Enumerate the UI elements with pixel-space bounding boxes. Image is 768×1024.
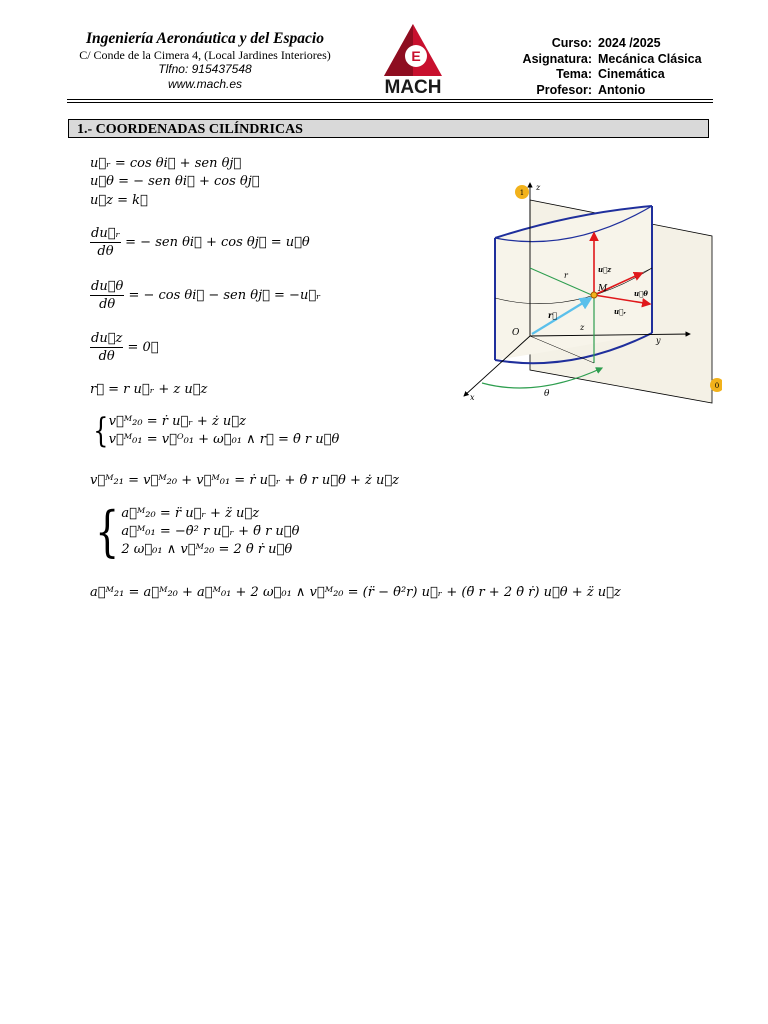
course-info [470,36,728,98]
eq-position: r⃗ = r u⃗ᵣ + z u⃗z [90,382,208,397]
eq-ur: u⃗ᵣ = cos θi⃗ + sen θj⃗ [90,156,242,171]
frac-num: du⃗θ [91,279,124,294]
system [109,413,340,449]
eq-coriolis: 2 ω⃗₀₁ ∧ v⃗ᴹ₂₀ = 2 θ̇ ṙ u⃗θ [121,542,293,557]
org-phone: Tlfno: 915437548 [158,62,252,76]
eq-utheta: u⃗θ = − sen θi⃗ + cos θj⃗ [90,174,260,189]
eq-v01: v⃗ᴹ₀₁ = v⃗ᴼ₀₁ + ω⃗₀₁ ∧ r⃗ = θ̇ r u⃗θ [108,432,340,447]
mach-logo [378,22,448,96]
info-key: Profesor: [536,82,592,97]
eq-dutheta [90,278,321,313]
eq-v21: v⃗ᴹ₂₁ = v⃗ᴹ₂₀ + v⃗ᴹ₀₁ = ṙ u⃗ᵣ + θ̇ r u⃗θ + ż u⃗z [90,473,399,488]
eq-dur [90,225,310,260]
info-key: Asignatura: [522,51,592,66]
header-divider [67,102,713,103]
info-value: Cinemática [598,67,665,81]
frac-den: dθ [98,349,115,364]
cylindrical-coordinates-figure [452,158,722,408]
label-body-1: 1 [519,189,525,197]
info-key: Tema: [556,67,592,81]
label-utheta: u⃗θ [634,289,648,298]
point-m [591,292,597,298]
logo-text: MACH [384,77,442,96]
header-divider [67,99,713,100]
label-theta: θ [544,389,550,399]
label-m: M [598,284,608,294]
info-row-subject [470,52,728,68]
org-web: www.mach.es [167,77,243,91]
fraction [90,225,121,260]
frac-den: dθ [97,244,114,259]
label-y-axis: y [656,336,661,345]
eq-acceleration-system [90,500,300,563]
label-body-0: 0 [714,382,720,390]
label-z-length: z [580,323,585,332]
eq-rhs: = 0⃗ [127,340,159,355]
frac-num: du⃗ᵣ [91,226,121,241]
frac-den: dθ [99,297,116,312]
logo-letter: E [411,48,421,64]
label-z-axis: z [536,183,541,192]
eq-velocity-system [90,413,339,449]
eq-uz: u⃗z = k⃗ [90,193,148,208]
fraction [90,330,123,365]
system [121,505,299,559]
label-r: r [564,271,568,280]
info-key: Curso: [551,36,592,50]
eq-duz [90,330,159,365]
frac-num: du⃗z [91,331,123,346]
org-name: Ingeniería Aeronáutica y del Espacio [86,30,324,47]
info-value: Mecánica Clásica [598,51,702,66]
info-value: 2024 /2025 [598,36,661,50]
eq-a21: a⃗ᴹ₂₁ = a⃗ᴹ₂₀ + a⃗ᴹ₀₁ + 2 ω⃗₀₁ ∧ v⃗ᴹ₂₀ = (r̈ − θ̇²r) u⃗ᵣ + (θ̈ r + 2 θ̇ ṙ) u⃗θ + z̈ u⃗z [90,585,621,600]
info-row-topic [470,67,728,83]
info-value: Antonio [598,82,646,97]
section-title: 1.- COORDENADAS CILÍNDRICAS [68,119,709,138]
label-ur: u⃗ᵣ [614,307,627,316]
header-organization [60,30,350,92]
eq-a01: a⃗ᴹ₀₁ = −θ̇² r u⃗ᵣ + θ̈ r u⃗θ [121,524,300,539]
eq-a20: a⃗ᴹ₂₀ = r̈ u⃗ᵣ + z̈ u⃗z [121,506,260,521]
brace: { [93,411,109,451]
label-x-axis: x [470,393,475,402]
info-row-course [470,36,728,52]
label-r-vector: r⃗ [548,310,558,320]
info-row-teacher [470,83,728,99]
eq-rhs: = − cos θi⃗ − sen θj⃗ = −u⃗ᵣ [128,288,321,303]
label-origin: O [512,328,520,338]
eq-rhs: = − sen θi⃗ + cos θj⃗ = u⃗θ [125,235,310,250]
fraction [90,278,124,313]
org-address: C/ Conde de la Cimera 4, (Local Jardines Interiores) [79,48,331,62]
eq-v20: v⃗ᴹ₂₀ = ṙ u⃗ᵣ + ż u⃗z [108,414,246,429]
label-uz: u⃗z [598,265,612,274]
brace: { [95,500,120,563]
